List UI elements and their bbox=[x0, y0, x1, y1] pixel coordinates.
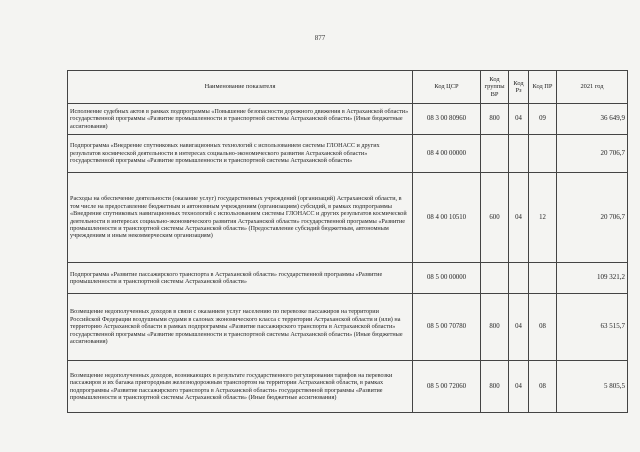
cell-vr: 600 bbox=[481, 173, 509, 263]
cell-name: Возмещение недополученных доходов, возникающих в результате государственного регулирования тарифов на перевозки пассажиров и их багажа пригородным железнодорожным транспортом на территории Астраханской области, в рамках подпрограммы «Развитие пассажирского транспорта в Астраханской области» государственной программы «Развитие промышленности и транспортной системы Астраханской области» (Иные бюджетные ассигнования) bbox=[68, 361, 413, 413]
cell-vr: 800 bbox=[481, 294, 509, 361]
cell-vr: 800 bbox=[481, 104, 509, 135]
cell-rz: 04 bbox=[509, 104, 529, 135]
header-csr: Код ЦСР bbox=[413, 71, 481, 104]
cell-name: Подпрограмма «Внедрение спутниковых навигационных технологий с использованием системы ГЛОНАСС и других результатов космической деятельности в интересах социально-экономического развития Астраханской области» государственной программы «Развитие промышленности и транспортной системы Астраханской области» bbox=[68, 135, 413, 173]
cell-csr: 08 5 00 70780 bbox=[413, 294, 481, 361]
table-header-row bbox=[68, 71, 628, 104]
cell-pr: 08 bbox=[529, 361, 557, 413]
cell-vr bbox=[481, 135, 509, 173]
cell-rz: 04 bbox=[509, 361, 529, 413]
cell-name: Подпрограмма «Развитие пассажирского транспорта в Астраханской области» государственной программы «Развитие промышленности и транспортной системы Астраханской области» bbox=[68, 263, 413, 294]
cell-amount: 20 706,7 bbox=[557, 135, 628, 173]
table-row bbox=[68, 263, 628, 294]
header-pr: Код ПР bbox=[529, 71, 557, 104]
header-rz: Код Рз bbox=[509, 71, 529, 104]
header-name: Наименование показателя bbox=[68, 71, 413, 104]
cell-amount: 36 649,9 bbox=[557, 104, 628, 135]
cell-name: Возмещение недополученных доходов в связи с оказанием услуг населению по перевозке пассажиров на территории Российской Федерации воздушными судами в салонах экономического класса с территории Астраханской области и (или) на территорию Астраханской области в рамках подпрограммы «Развитие пассажирского транспорта в Астраханской области» государственной программы «Развитие промышленности и транспортной системы Астраханской области» (Иные бюджетные ассигнования) bbox=[68, 294, 413, 361]
table-row bbox=[68, 135, 628, 173]
budget-table bbox=[67, 70, 628, 413]
cell-rz: 04 bbox=[509, 294, 529, 361]
cell-pr bbox=[529, 135, 557, 173]
cell-csr: 08 4 00 10510 bbox=[413, 173, 481, 263]
cell-amount: 5 805,5 bbox=[557, 361, 628, 413]
cell-csr: 08 5 00 00000 bbox=[413, 263, 481, 294]
cell-rz bbox=[509, 263, 529, 294]
table-row bbox=[68, 104, 628, 135]
page-number: 877 bbox=[314, 34, 326, 42]
table-row bbox=[68, 294, 628, 361]
cell-pr bbox=[529, 263, 557, 294]
cell-amount: 20 706,7 bbox=[557, 173, 628, 263]
cell-pr: 09 bbox=[529, 104, 557, 135]
cell-pr: 08 bbox=[529, 294, 557, 361]
cell-csr: 08 4 00 00000 bbox=[413, 135, 481, 173]
cell-rz: 04 bbox=[509, 173, 529, 263]
table-row bbox=[68, 173, 628, 263]
header-vr: Код группы ВР bbox=[481, 71, 509, 104]
cell-vr: 800 bbox=[481, 361, 509, 413]
header-year: 2021 год bbox=[557, 71, 628, 104]
cell-rz bbox=[509, 135, 529, 173]
cell-amount: 63 515,7 bbox=[557, 294, 628, 361]
cell-csr: 08 3 00 80960 bbox=[413, 104, 481, 135]
cell-csr: 08 5 00 72060 bbox=[413, 361, 481, 413]
cell-name: Расходы на обеспечение деятельности (оказание услуг) государственных учреждений (организаций) Астраханской области, в том числе на предоставление бюджетным и автономным учреждениям (организациям) субсидий, в рамках подпрограммы «Внедрение спутниковых навигационных технологий с использованием системы ГЛОНАСС и других результатов космической деятельности в интересах социально-экономического развития Астраханской области» государственной программы «Развитие промышленности и транспортной системы Астраханской области» (Предоставление субсидий бюджетным, автономным учреждениям и иным некоммерческим организациям) bbox=[68, 173, 413, 263]
cell-vr bbox=[481, 263, 509, 294]
cell-name: Исполнение судебных актов в рамках подпрограммы «Повышение безопасности дорожного движения в Астраханской области» государственной программы «Развитие промышленности и транспортной системы Астраханской области» (Иные бюджетные ассигнования) bbox=[68, 104, 413, 135]
cell-amount: 109 321,2 bbox=[557, 263, 628, 294]
table-row bbox=[68, 361, 628, 413]
cell-pr: 12 bbox=[529, 173, 557, 263]
